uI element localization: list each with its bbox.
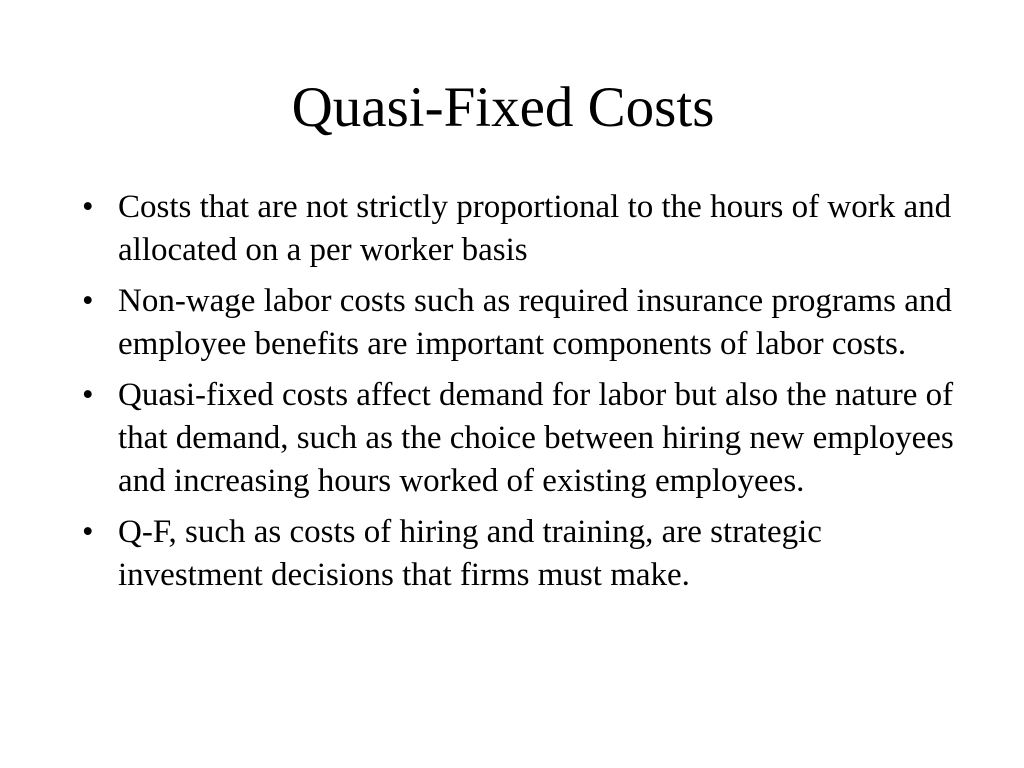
- bullet-dot-icon: •: [82, 189, 94, 225]
- slide-title: Quasi-Fixed Costs: [291, 76, 715, 139]
- bullet-dot-icon: •: [82, 377, 94, 413]
- bullet-item: [76, 511, 956, 597]
- bullet-text: Non-wage labor costs such as required insurance programs and employee benefits are important components of labor costs.: [118, 283, 952, 362]
- bullet-item: [76, 374, 956, 503]
- bullet-item: [76, 186, 956, 272]
- bullet-text: Quasi-fixed costs affect demand for labor but also the nature of that demand, such as the choice between hiring new employees and increasing hours worked of existing employees.: [118, 377, 954, 499]
- bullet-item: [76, 280, 956, 366]
- bullet-dot-icon: •: [82, 514, 94, 550]
- bullet-text: Costs that are not strictly proportional to the hours of work and allocated on a per worker basis: [118, 189, 952, 268]
- bullet-list: [76, 186, 956, 605]
- bullet-dot-icon: •: [82, 283, 94, 319]
- bullet-text: Q-F, such as costs of hiring and training, are strategic investment decisions that firms must make.: [118, 514, 822, 593]
